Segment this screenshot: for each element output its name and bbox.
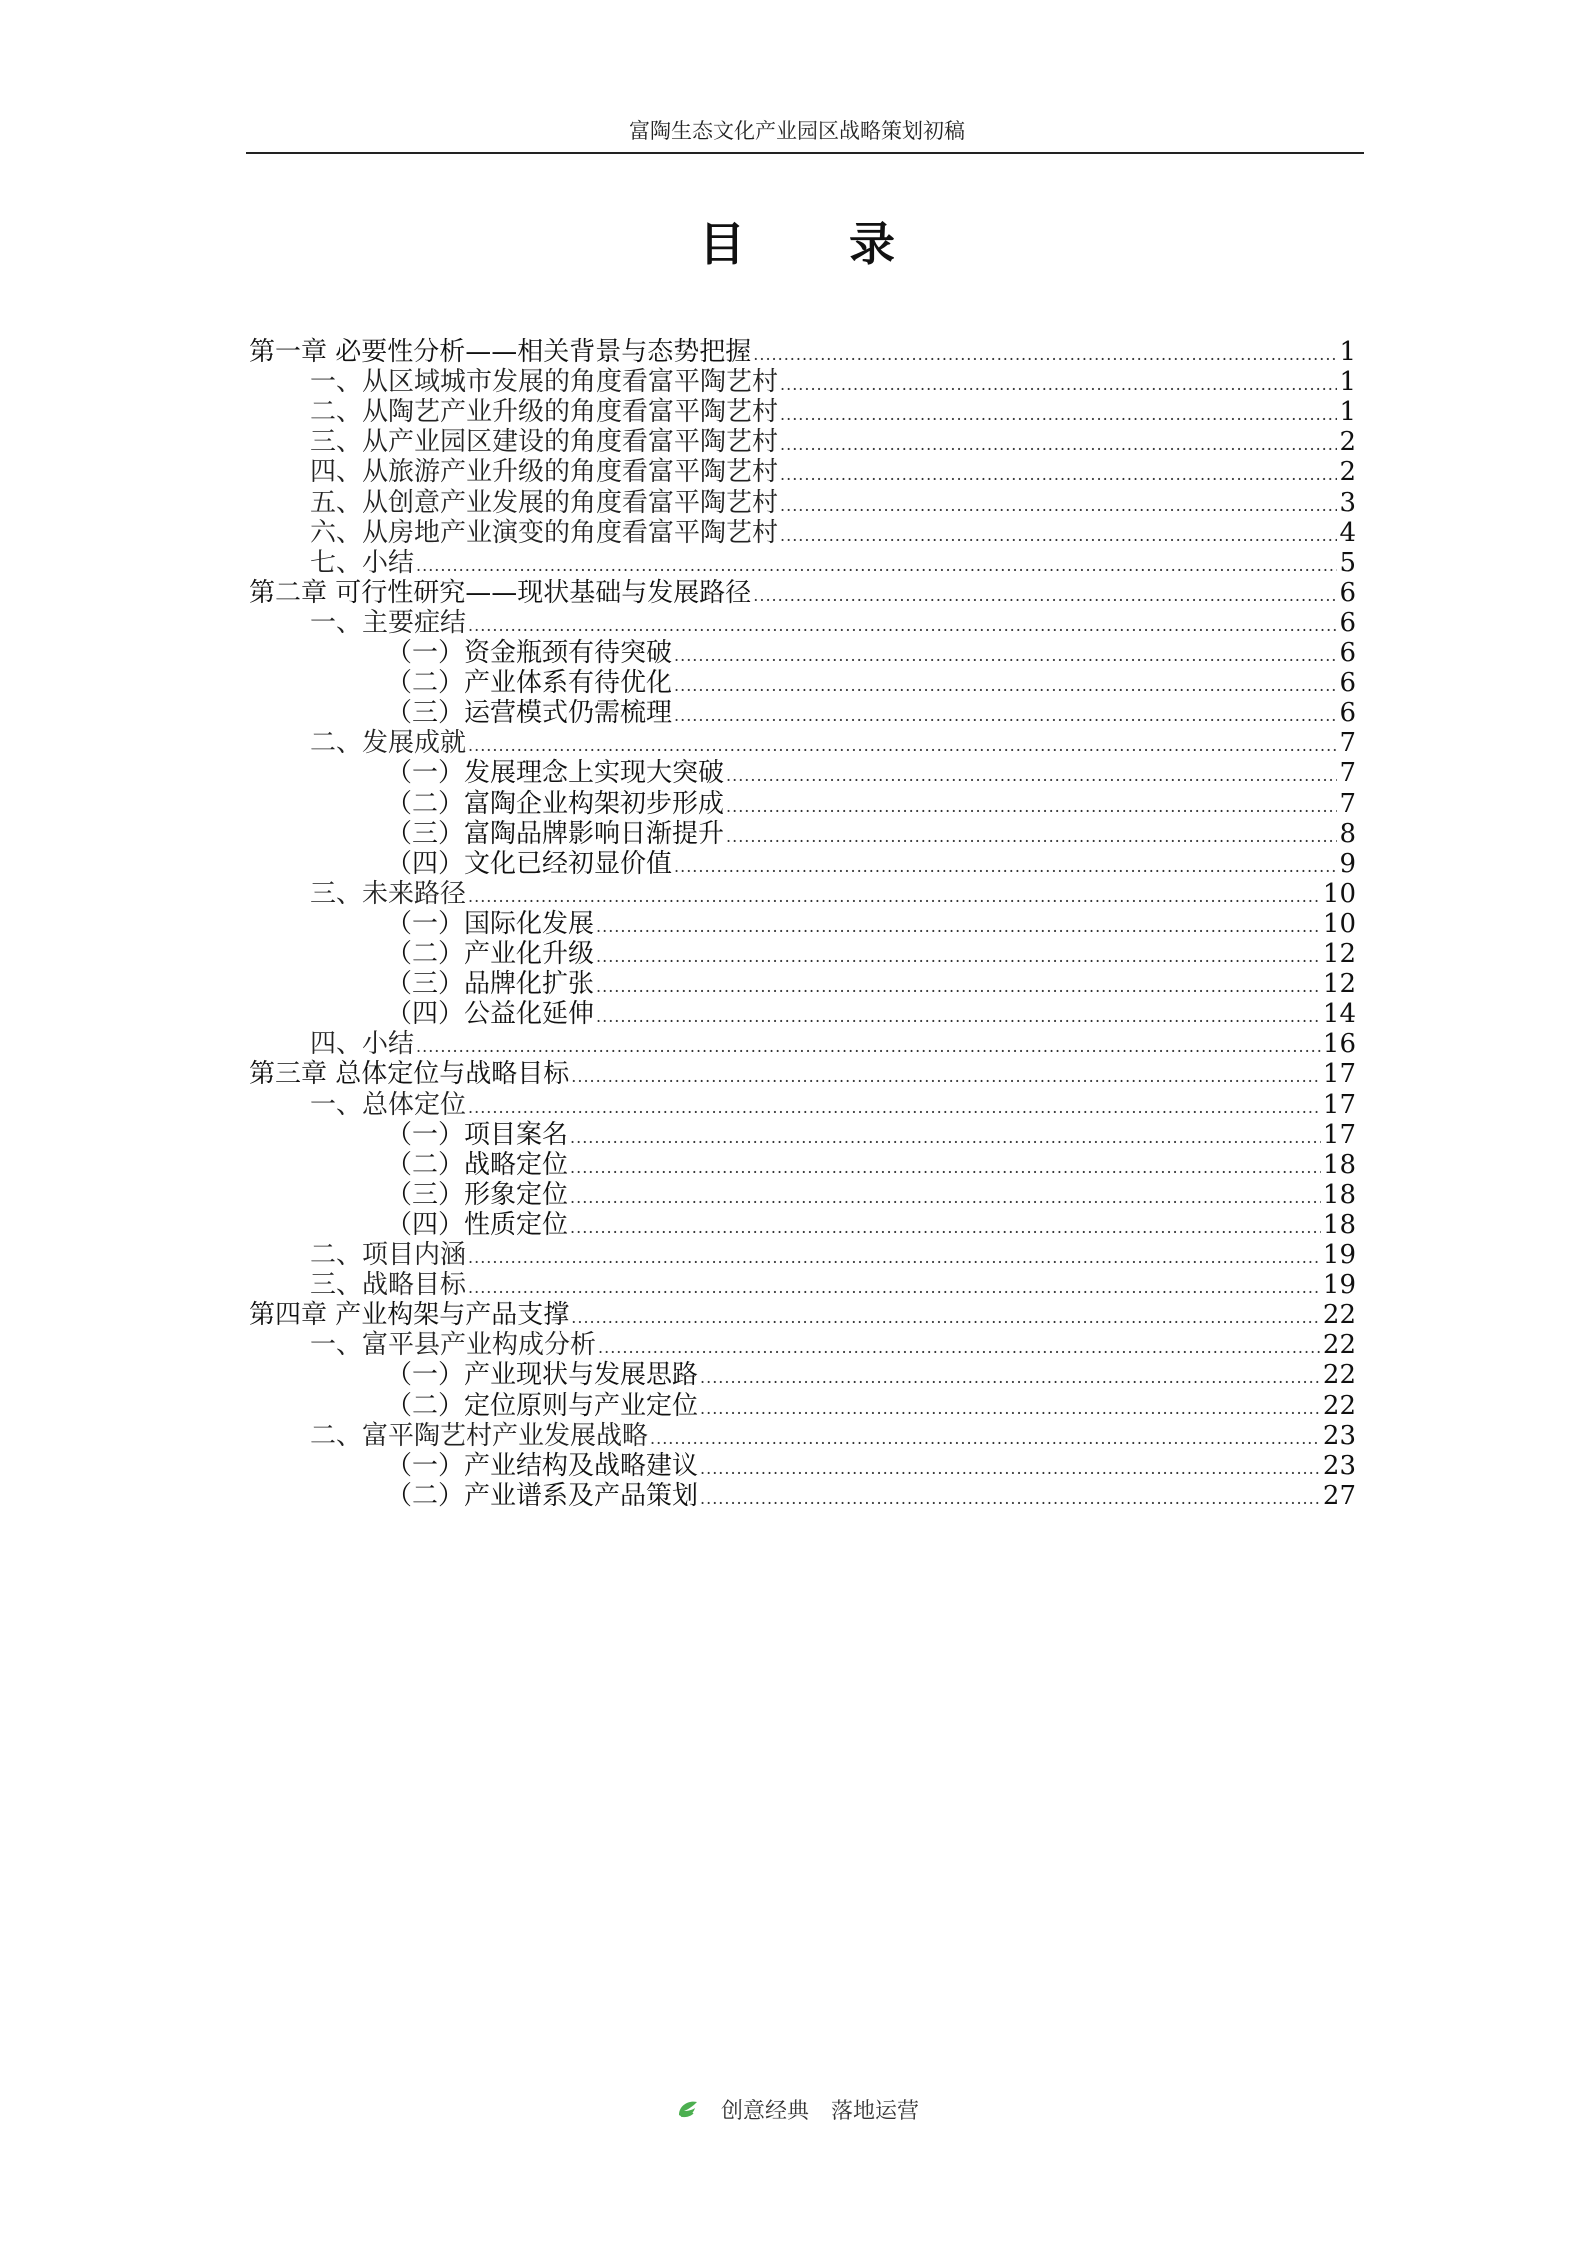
toc-entry-label: 一、总体定位 <box>310 1089 467 1120</box>
toc-entry-page: 19 <box>1322 1240 1356 1270</box>
toc-entry-label: （一）国际化发展 <box>386 908 595 939</box>
toc-entry-label: 二、发展成就 <box>310 728 467 759</box>
toc-entry-page: 7 <box>1339 788 1356 819</box>
toc-entry-page: 22 <box>1322 1360 1356 1391</box>
toc-entry-label: 一、富平县产业构成分析 <box>310 1330 597 1361</box>
toc-entry-page: 4 <box>1339 517 1356 548</box>
toc-entry-label: 三、战略目标 <box>310 1270 467 1301</box>
toc-entry-label: （二）产业体系有待优化 <box>386 668 673 699</box>
toc-entry-page: 22 <box>1322 1390 1356 1421</box>
toc-entry-label: 一、从区域城市发展的角度看富平陶艺村 <box>310 367 779 398</box>
toc-entry-label: 第四章 产业构架与产品支撑 <box>249 1300 570 1331</box>
toc-entry-label: （二）定位原则与产业定位 <box>386 1390 699 1421</box>
running-header: 富陶生态文化产业园区战略策划初稿 <box>629 119 965 143</box>
toc-entry-page: 1 <box>1339 337 1356 367</box>
toc-entry-page: 8 <box>1339 818 1356 849</box>
toc-entry-label: （二）产业谱系及产品策划 <box>386 1480 699 1511</box>
toc-entry-page: 7 <box>1339 758 1356 789</box>
toc-entry-page: 6 <box>1339 607 1356 638</box>
toc-entry-page: 18 <box>1322 1209 1356 1240</box>
toc-entry-label: （三）运营模式仍需梳理 <box>386 698 673 729</box>
toc-entry-page: 17 <box>1322 1089 1356 1120</box>
toc-entry-page: 27 <box>1322 1480 1356 1511</box>
toc-entry-page: 12 <box>1322 939 1356 969</box>
leaf-logo-icon <box>675 2097 701 2123</box>
toc-entry-page: 18 <box>1322 1179 1356 1210</box>
toc-entry-label: 二、从陶艺产业升级的角度看富平陶艺村 <box>310 397 779 428</box>
toc-entry-label: （一）发展理念上实现大突破 <box>386 758 725 789</box>
toc-entry-page: 2 <box>1339 457 1356 488</box>
toc-entry-label: （三）形象定位 <box>386 1179 569 1210</box>
toc-entry-page: 5 <box>1339 547 1356 578</box>
toc-entry-page: 6 <box>1339 638 1356 668</box>
footer-slogan: 创意经典 落地运营 <box>720 2099 919 2124</box>
toc-entry-label: （一）产业现状与发展思路 <box>386 1360 699 1391</box>
toc-entry-label: （三）品牌化扩张 <box>386 969 595 1000</box>
toc-entry-label: 一、主要症结 <box>310 607 467 638</box>
toc-entry-page: 19 <box>1322 1270 1356 1301</box>
toc-entry-label: 六、从房地产业演变的角度看富平陶艺村 <box>310 517 779 548</box>
toc-dot-leader <box>700 1479 1321 1519</box>
toc-entry-page: 10 <box>1322 878 1356 909</box>
toc-entry[interactable] <box>386 1476 1356 1516</box>
toc-entry-label: （一）产业结构及战略建议 <box>386 1450 699 1481</box>
toc-entry-page: 18 <box>1322 1149 1356 1180</box>
toc-entry-label: （三）富陶品牌影响日渐提升 <box>386 818 725 849</box>
toc-entry-page: 22 <box>1322 1300 1356 1331</box>
toc-entry-label: （四）文化已经初显价值 <box>386 848 673 879</box>
toc-entry-label: 第三章 总体定位与战略目标 <box>249 1059 570 1090</box>
toc-entry-label: （一）项目案名 <box>386 1119 569 1150</box>
toc-entry-page: 17 <box>1322 1059 1356 1090</box>
toc-entry-page: 1 <box>1339 397 1356 428</box>
toc-entry-page: 23 <box>1322 1450 1356 1481</box>
toc-entry-label: 二、项目内涵 <box>310 1240 467 1270</box>
toc-entry-label: （二）战略定位 <box>386 1149 569 1180</box>
toc-entry-label: 四、小结 <box>310 1029 415 1060</box>
toc-entry-page: 23 <box>1322 1420 1356 1451</box>
toc-entry-label: 三、从产业园区建设的角度看富平陶艺村 <box>310 427 779 458</box>
toc-entry-page: 17 <box>1322 1119 1356 1150</box>
toc-entry-page: 2 <box>1339 427 1356 458</box>
toc-entry-label: 四、从旅游产业升级的角度看富平陶艺村 <box>310 457 779 488</box>
toc-entry-label: （二）产业化升级 <box>386 939 595 969</box>
toc-entry-page: 6 <box>1339 698 1356 729</box>
toc-entry-label: 第二章 可行性研究——现状基础与发展路径 <box>249 577 752 608</box>
header-rule <box>246 152 1364 154</box>
toc-entry-label: 第一章 必要性分析——相关背景与态势把握 <box>249 337 752 367</box>
toc-entry-page: 12 <box>1322 969 1356 1000</box>
toc-entry-label: （二）富陶企业构架初步形成 <box>386 788 725 819</box>
toc-entry-label: 三、未来路径 <box>310 878 467 909</box>
toc-entry-label: 七、小结 <box>310 547 415 578</box>
toc-entry-page: 6 <box>1339 577 1356 608</box>
page-footer <box>0 2094 1594 2125</box>
toc-entry-page: 6 <box>1339 668 1356 699</box>
toc-entry-page: 14 <box>1322 999 1356 1030</box>
toc-entry-page: 3 <box>1339 487 1356 518</box>
toc-entry-label: （四）公益化延伸 <box>386 999 595 1030</box>
toc-entry-page: 7 <box>1339 728 1356 759</box>
toc-entry-page: 16 <box>1322 1029 1356 1060</box>
toc-entry-label: 五、从创意产业发展的角度看富平陶艺村 <box>310 487 779 518</box>
toc-entry-page: 10 <box>1322 908 1356 939</box>
toc-entry-label: （四）性质定位 <box>386 1209 569 1240</box>
toc-entry-label: （一）资金瓶颈有待突破 <box>386 638 673 668</box>
toc-entry-page: 9 <box>1339 848 1356 879</box>
toc-entry-page: 1 <box>1339 367 1356 398</box>
toc-entry-page: 22 <box>1322 1330 1356 1361</box>
toc-entry-label: 二、富平陶艺村产业发展战略 <box>310 1420 649 1451</box>
toc-title: 目 录 <box>698 217 939 271</box>
